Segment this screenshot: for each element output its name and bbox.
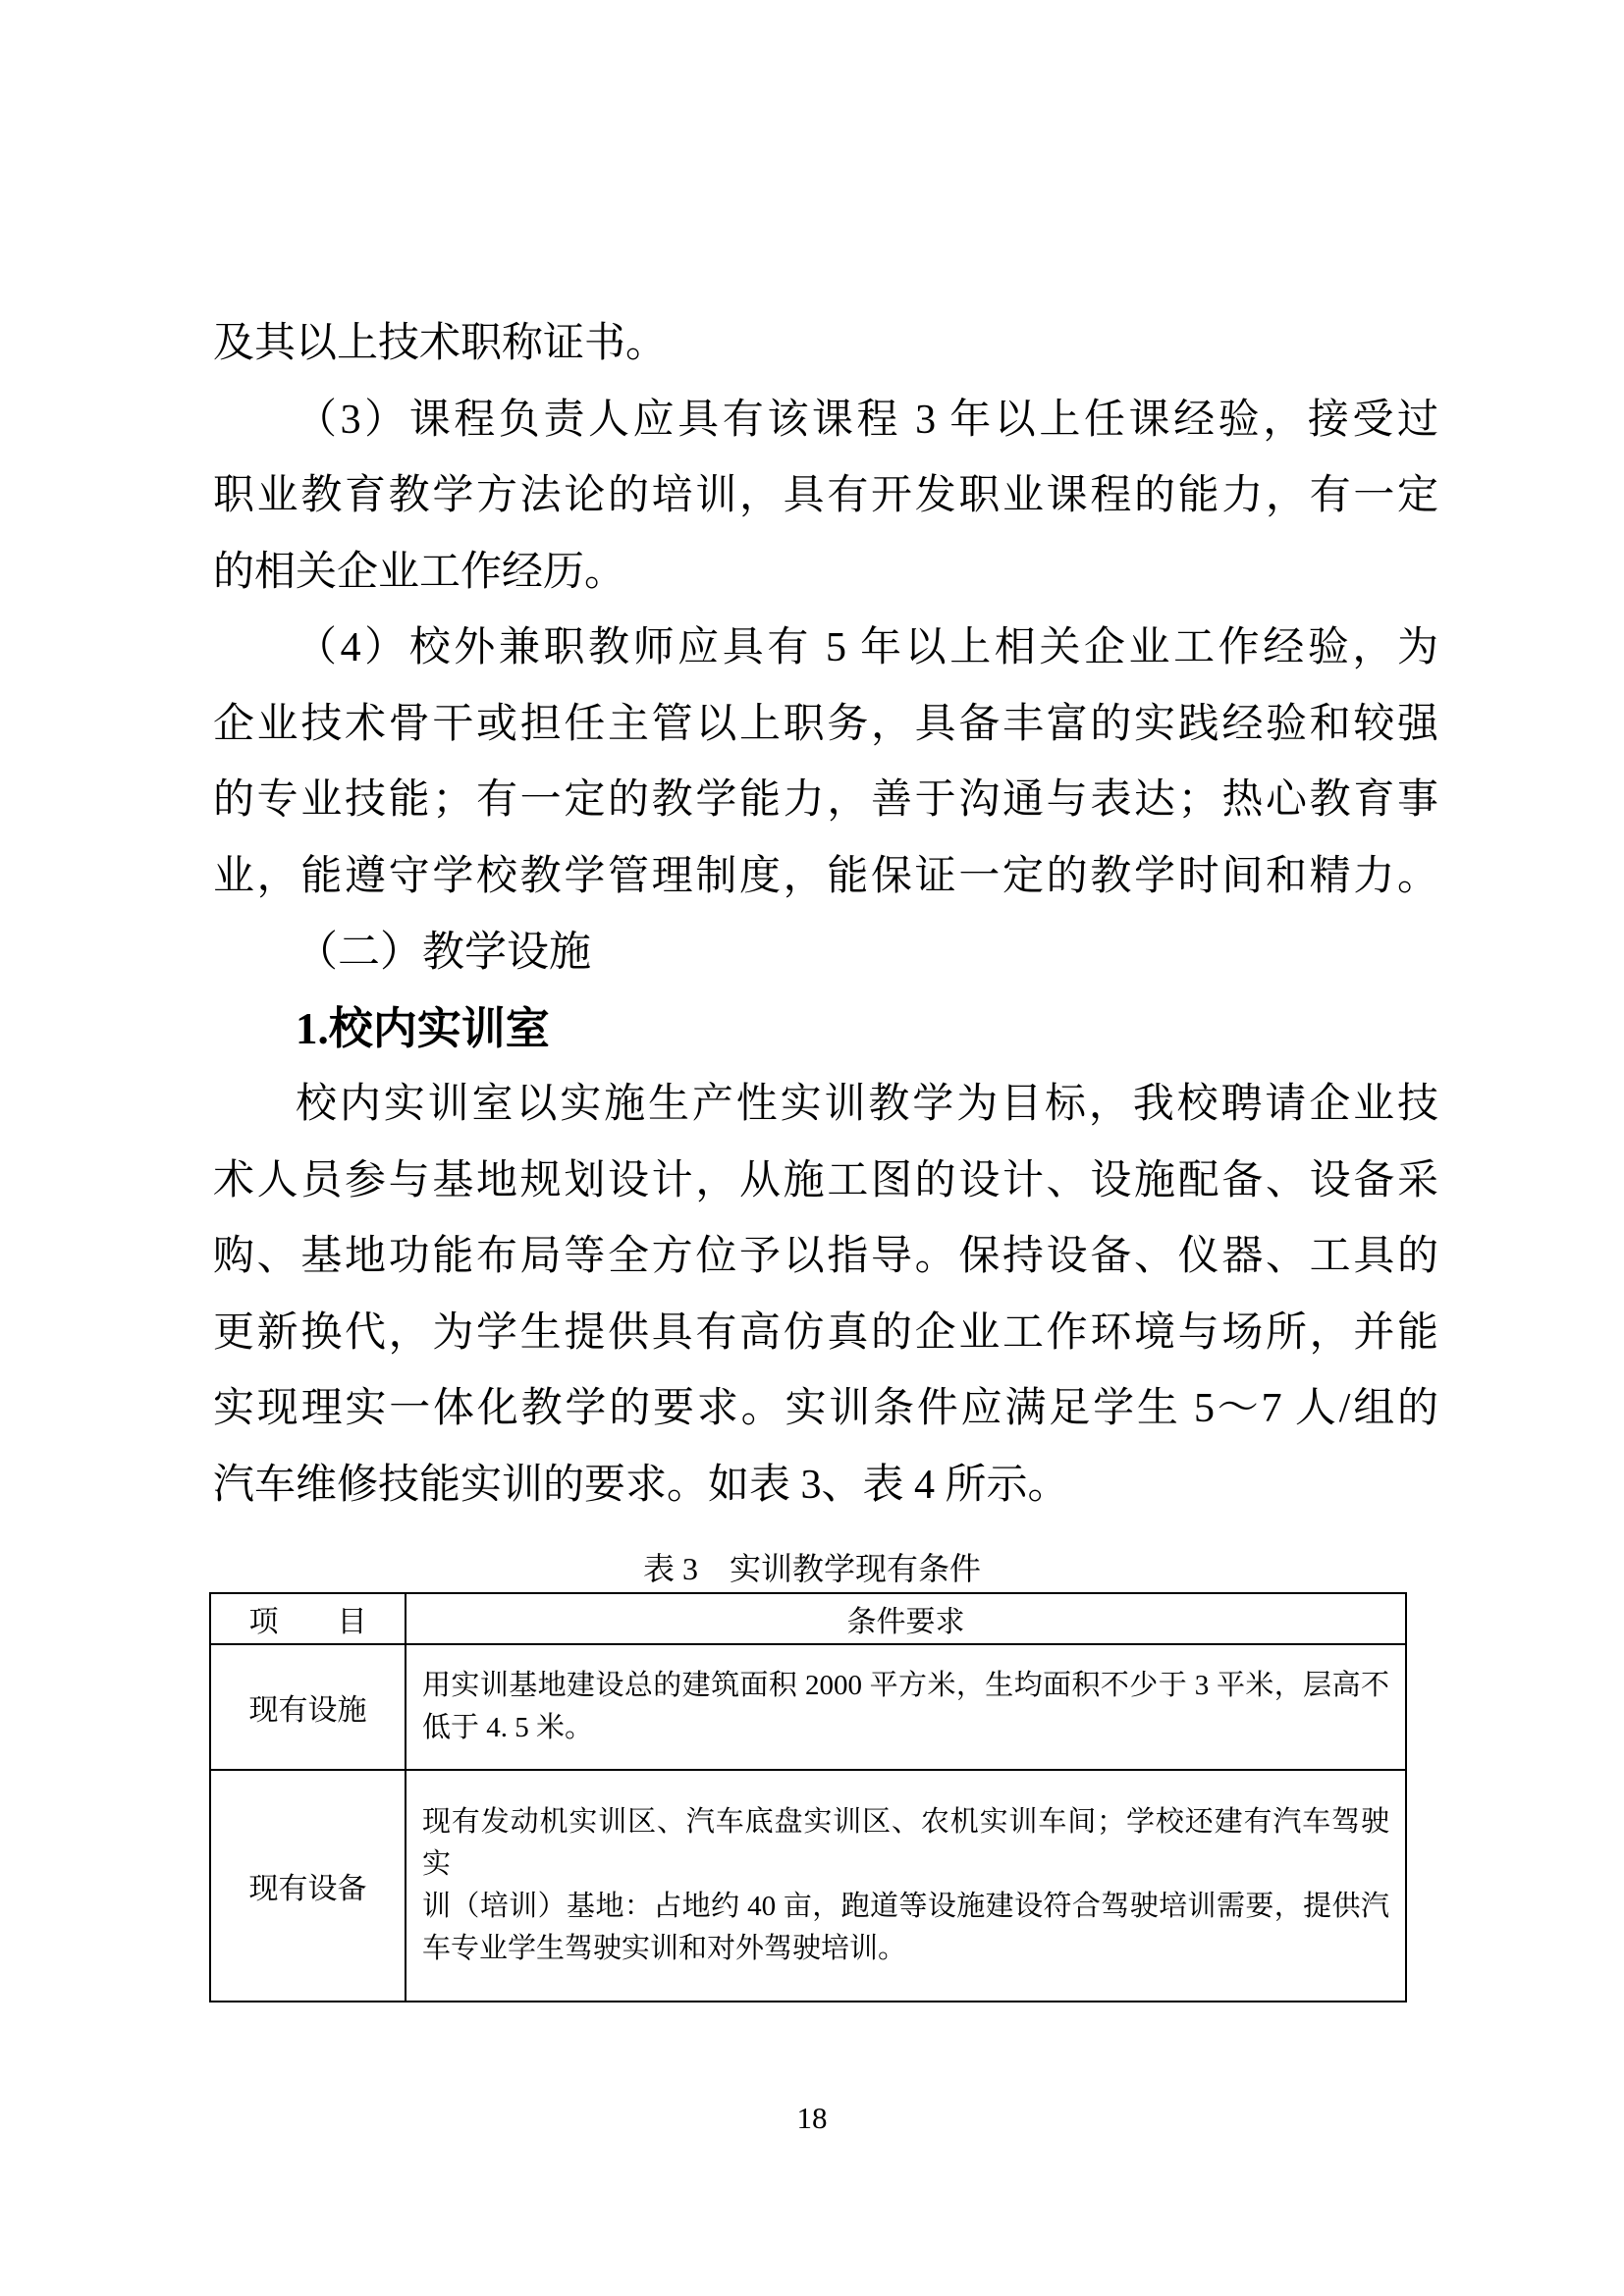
- table-header-item: 项 目: [210, 1593, 406, 1644]
- body-line: 及其以上技术职称证书。: [213, 321, 668, 366]
- table-header-row: [210, 1593, 1406, 1644]
- table-caption: 表 3 实训教学现有条件: [642, 1551, 981, 1586]
- body-line: 企业技术骨干或担任主管以上职务，具备丰富的实践经验和较强: [213, 701, 1438, 747]
- body-line: 职业教育教学方法论的培训，具有开发职业课程的能力，有一定: [213, 473, 1438, 518]
- body-line: 实现理实一体化教学的要求。实训条件应满足学生 5～7 人/组的: [213, 1386, 1438, 1431]
- table-row: [210, 1770, 1406, 2002]
- table-cell-content: [406, 1644, 1406, 1770]
- subsection-heading: 1.校内实训室: [296, 1003, 550, 1053]
- body-line: 的专业技能；有一定的教学能力，善于沟通与表达；热心教育事: [213, 777, 1438, 823]
- page-number: 18: [796, 2101, 828, 2135]
- table-row-label: 现有设备: [210, 1770, 406, 2002]
- table-cell-content: [406, 1770, 1406, 2002]
- body-line: 购、基地功能布局等全方位予以指导。保持设备、仪器、工具的: [213, 1234, 1438, 1279]
- body-line: （4）校外兼职教师应具有 5 年以上相关企业工作经验，为: [296, 625, 1438, 670]
- table-row-label: 现有设施: [210, 1644, 406, 1770]
- table-cell-line: 现有发动机实训区、汽车底盘实训区、农机实训车间；学校还建有汽车驾驶实: [422, 1806, 1389, 1880]
- body-line: （3）课程负责人应具有该课程 3 年以上任课经验，接受过: [296, 397, 1438, 443]
- body-line: 的相关企业工作经历。: [213, 549, 626, 595]
- body-line: 汽车维修技能实训的要求。如表 3、表 4 所示。: [213, 1462, 1069, 1508]
- table-cell-line: 车专业学生驾驶实训和对外驾驶培训。: [422, 1933, 907, 1964]
- body-text-block: [213, 306, 1438, 1523]
- table-cell-line: 训（培训）基地：占地约 40 亩，跑道等设施建设符合驾驶培训需要，提供汽: [422, 1891, 1389, 1922]
- body-line: 术人员参与基地规划设计，从施工图的设计、设施配备、设备采: [213, 1157, 1438, 1203]
- body-line: 业，能遵守学校教学管理制度，能保证一定的教学时间和精力。: [213, 853, 1438, 899]
- body-line: 更新换代，为学生提供具有高仿真的企业工作环境与场所，并能: [213, 1309, 1438, 1356]
- table-cell-line: 用实训基地建设总的建筑面积 2000 平方米，生均面积不少于 3 平米，层高不: [422, 1670, 1389, 1701]
- body-line: 校内实训室以实施生产性实训教学为目标，我校聘请企业技: [296, 1082, 1438, 1127]
- section-heading: （二）教学设施: [296, 930, 591, 976]
- table-cell-line: 低于 4. 5 米。: [422, 1712, 594, 1743]
- training-conditions-table: [209, 1592, 1407, 2002]
- table-row: [210, 1644, 1406, 1770]
- table-header-requirements: 条件要求: [406, 1593, 1406, 1644]
